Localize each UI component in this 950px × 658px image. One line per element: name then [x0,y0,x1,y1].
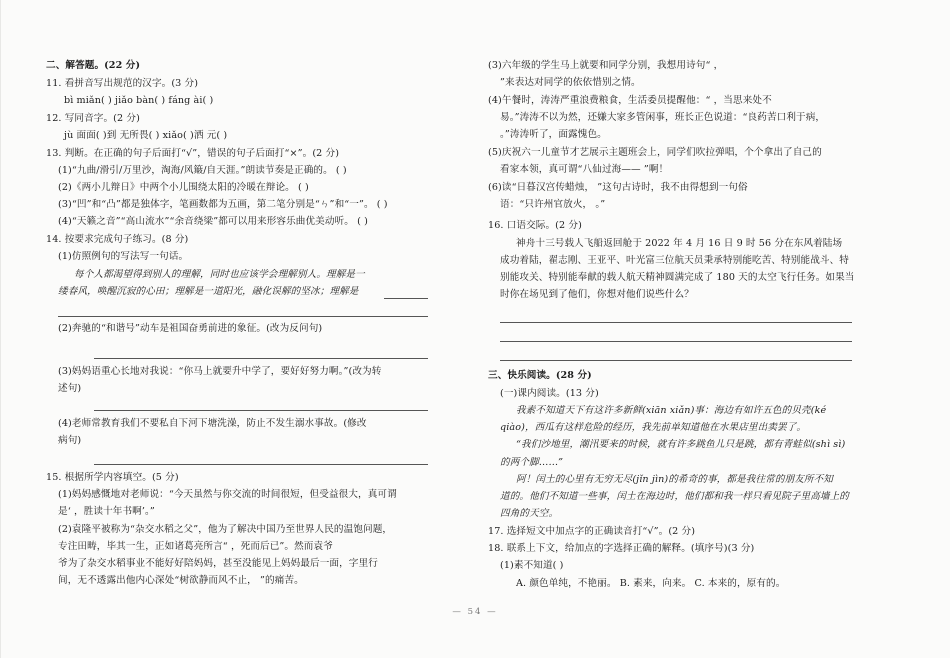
q12-prompt: 12. 写同音字。(2 分) [46,113,140,124]
q15-2-line-1: (2)袁隆平被称为“杂交水稻之父”，他为了解决中国乃至世界人民的温饱问题， [58,524,393,535]
section-3-title: 三、快乐阅读。(28 分) [488,370,592,381]
q18-item-1[interactable]: (1)素不知道( ) [500,560,564,571]
q17-prompt: 17. 选择短文中加点字的正确读音打“√”。(2 分) [488,526,696,537]
reading-para-1-line-1: 我素不知道天下有这许多新鲜(xiān xiǎn)事：海边有如许五色的贝壳(ké [516,405,827,416]
q16-prompt: 16. 口语交际。(2 分) [488,220,582,231]
q16-passage-line-4: 时你在场见到了他们，你想对他们说些什么？ [500,289,694,300]
q15-3-line-1[interactable]: (3)六年级的学生马上就要和同学分别，我想用诗句“ ， [488,60,724,71]
q14-sub-2: (2)奔驰的“和谐号”动车是祖国奋勇前进的象征。(改为反问句) [58,323,323,334]
q15-6-line-2[interactable]: 语：“只许州官放火， 。” [500,199,606,210]
q11-prompt: 11. 看拼音写出规范的汉字。(3 分) [46,78,199,89]
reading-1-title: (一)课内阅读。(13 分) [500,388,599,399]
reading-para-3-line-3: 四角的天空。 [500,508,559,519]
q16-passage-line-3: 别能攻关、特别能奉献的载人航天精神圆满完成了 180 天的太空飞行任务。如果当 [500,272,855,283]
section-2-title: 二、解答题。(22 分) [46,60,141,71]
reading-para-3-line-2: 道的。他们不知道一些事，闰土在海边时，他们都和我一样只看见院子里高墙上的 [500,491,849,502]
q16-answer-line-2[interactable] [500,341,852,342]
q15-4-line-2: 易。”涛涛不以为然，还嫌大家多管闲事，班长正色说道：“良药苦口利于病， [500,112,826,123]
q14-1-answer-line-b[interactable] [58,316,428,317]
page-number: — 54 — [452,607,498,617]
q18-options[interactable]: A. 颜色单纯，不艳丽。 B. 素来，向来。 C. 本来的，原有的。 [516,578,786,589]
page-edge-left [0,0,1,658]
q16-passage-line-1: 神舟十三号载人飞船返回舱于 2022 年 4 月 16 日 9 时 56 分在东风着陆场 [516,238,843,249]
q15-2-line-2[interactable]: 专注田畴，毕其一生，正如诸葛亮所言“ ，死而后已”。然而袁爷 [58,541,333,552]
q18-prompt: 18. 联系上下文，给加点的字选择正确的解释。(填序号)(3 分) [488,543,755,554]
q15-2-line-4[interactable]: 间，无不透露出他内心深处“树欲静而风不止， ”的痛苦。 [58,575,304,586]
q14-4-answer-line[interactable] [94,464,428,465]
q14-1-answer-line-a[interactable] [384,298,428,299]
q15-2-line-3: 爷为了杂交水稻事业不能好好陪妈妈，甚至没能见上妈妈最后一面，字里行 [58,558,378,569]
q14-example-line-2: 缕春风，唤醒沉寂的心田；理解是一道阳光，融化误解的坚冰；理解是 [58,286,359,297]
q14-sub-4-line-1: (4)老师常教育我们不要私自下河下塘洗澡，防止不发生溺水事故。(修改 [58,418,367,429]
q14-sub-3-line-1: (3)妈妈语重心长地对我说：“你马上就要升中学了，要好好努力啊。”(改为转 [58,366,382,377]
q14-sub-4-line-2: 病句) [58,435,82,446]
q14-3-answer-line[interactable] [94,410,428,411]
q14-sub-1: (1)仿照例句的写法写一句话。 [58,251,189,262]
reading-para-3-line-1: 阿！闰土的心里有无穷无尽(jǐn jìn)的希奇的事，都是我往常的朋友所不知 [516,474,833,485]
q12-row[interactable]: jù 面面( )到 无所畏( ) xiǎo( )洒 元( ) [64,130,228,141]
q15-3-line-2[interactable]: ”来表达对同学的依依惜别之情。 [500,77,641,88]
q16-answer-line-3[interactable] [500,360,852,361]
q16-passage-line-2: 成功着陆，翟志刚、王亚平、叶光富三位航天员秉承特别能吃苦、特别能战斗、特 [500,255,849,266]
q16-answer-line-1[interactable] [500,322,852,323]
q14-sub-3-line-2: 述句) [58,383,82,394]
q11-pinyin-row[interactable]: bì miǎn( ) jiǎo bàn( ) fáng ài( ) [64,95,214,106]
reading-para-2-line-2: 的两个脚……” [500,457,564,468]
q15-5-line-1: (5)庆祝六一儿童节才艺展示主题班会上，同学们吹拉弹唱，个个拿出了自己的 [488,147,822,158]
q15-1-line-1: (1)妈妈感慨地对老师说：“今天虽然与你交流的时间很短，但受益很大，真可谓 [58,489,397,500]
q13-item-1[interactable]: (1)“九曲/滑引/万里沙，淘海/风簸/自天涯。”朗读节奏是正确的。 ( ) [58,165,347,176]
reading-para-1-line-2: qiào)，西瓜有这样危险的经历，我先前单知道他在水果店里出卖罢了。 [500,422,807,433]
q15-1-line-2[interactable]: 是‘ ，胜读十年书啊’。” [58,506,155,517]
q15-6-line-1[interactable]: (6)读“日暮汉宫传蜡烛， ”这句古诗时，我不由得想到一句俗 [488,182,748,193]
q14-example-line-1: 每个人都渴望得到别人的理解，同时也应该学会理解别人。理解是一 [74,269,365,280]
q13-item-2[interactable]: (2)《两小儿辩日》中两个小儿围绕太阳的冷暖在辩论。 ( ) [58,182,309,193]
q15-4-line-1[interactable]: (4)午餐时，涛涛严重浪费粮食，生活委员提醒他：“ ，当思来处不 [488,95,772,106]
q14-2-answer-line[interactable] [94,358,428,359]
q13-prompt: 13. 判断。在正确的句子后面打“√”，错误的句子后面打“×”。(2 分) [46,148,340,159]
reading-para-2-line-1: “我们沙地里，潮汛要来的时候，就有许多跳鱼儿只是跳，都有青蛙似(shì sì) [516,439,846,450]
q15-prompt: 15. 根据所学内容填空。(5 分) [46,472,179,483]
q14-prompt: 14. 按要求完成句子练习。(8 分) [46,234,189,245]
q13-item-3[interactable]: (3)“凹”和“凸”都是独体字，笔画数都为五画，第二笔分别是“ㄣ”和“一”。 ( ) [58,199,388,210]
q15-5-line-2[interactable]: 看家本领，真可谓“八仙过海—— ”啊！ [500,164,669,175]
q13-item-4[interactable]: (4)“天籁之音”“高山流水”“余音绕梁”都可以用来形容乐曲优美动听。 ( ) [58,216,368,227]
q15-4-line-3[interactable]: 。”涛涛听了，面露愧色。 [500,129,607,140]
